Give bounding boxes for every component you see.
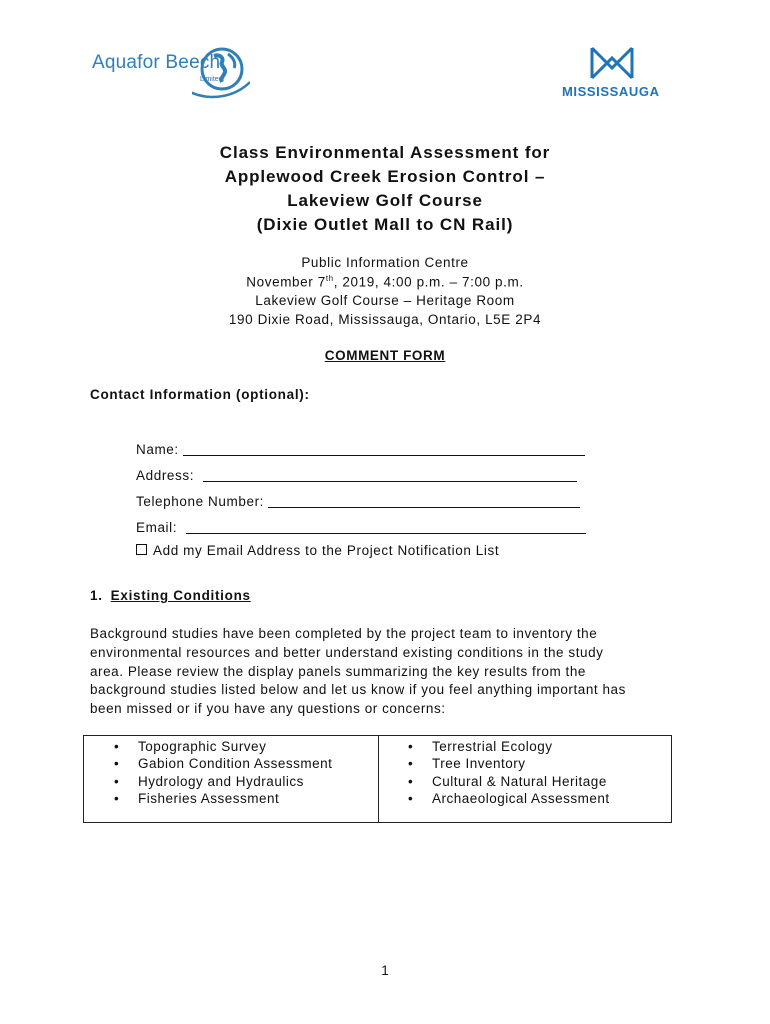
phone-label: Telephone Number:	[136, 494, 265, 509]
paragraph-line: Background studies have been completed by the project team to inventory the	[90, 626, 598, 641]
aquafor-beech-logo	[88, 42, 248, 102]
list-item: • Archaeological Assessment	[402, 790, 610, 807]
mississauga-logo	[556, 44, 668, 106]
page-number: 1	[381, 963, 389, 978]
notification-checkbox-label: Add my Email Address to the Project Notification List	[153, 543, 500, 558]
list-item: • Topographic Survey	[108, 738, 332, 755]
list-item: • Hydrology and Hydraulics	[108, 773, 332, 790]
event-date-prefix: November 7	[246, 274, 326, 290]
section-1-number: 1.	[90, 588, 103, 603]
notification-checkbox-row[interactable]	[136, 543, 499, 558]
list-item: • Fisheries Assessment	[108, 790, 332, 807]
section-1-heading	[90, 588, 251, 603]
phone-input-line[interactable]	[268, 493, 580, 508]
email-field[interactable]	[136, 517, 586, 535]
studies-right-column	[402, 738, 610, 807]
email-input-line[interactable]	[186, 519, 586, 534]
title-line-1: Class Environmental Assessment for	[219, 143, 551, 162]
studies-left-column	[108, 738, 332, 807]
paragraph-line: environmental resources and better understand existing conditions in the study	[90, 644, 604, 660]
table-divider	[378, 736, 379, 822]
address-field[interactable]	[136, 465, 577, 483]
list-item: • Tree Inventory	[402, 755, 610, 772]
paragraph-line: been missed or if you have any questions or concerns:	[90, 701, 446, 717]
name-label: Name:	[136, 442, 179, 457]
list-item: • Terrestrial Ecology	[402, 738, 610, 755]
paragraph-line: background studies listed below and let us know if you feel anything important has	[90, 682, 626, 698]
event-date-suffix: , 2019, 4:00 p.m. – 7:00 p.m.	[333, 274, 524, 290]
section-1-title: Existing Conditions	[110, 588, 251, 603]
section-1-paragraph	[90, 625, 690, 719]
event-address: 190 Dixie Road, Mississauga, Ontario, L5E 2P4	[228, 312, 542, 327]
globe-icon	[192, 42, 250, 100]
notification-checkbox[interactable]	[136, 544, 147, 555]
contact-heading: Contact Information (optional):	[90, 387, 310, 402]
event-name: Public Information Centre	[301, 255, 469, 270]
address-input-line[interactable]	[203, 467, 577, 482]
phone-field[interactable]	[136, 491, 580, 509]
mississauga-logo-text: MISSISSAUGA	[562, 84, 660, 99]
event-date-sup: th	[325, 274, 334, 283]
aquafor-logo-sub: Limited	[200, 76, 223, 83]
event-date	[0, 274, 770, 290]
paragraph-line: area. Please review the display panels summarizing the key results from the	[90, 663, 586, 679]
list-item: • Gabion Condition Assessment	[108, 755, 332, 772]
event-venue: Lakeview Golf Course – Heritage Room	[255, 293, 515, 308]
title-line-3: Lakeview Golf Course	[287, 191, 483, 210]
email-label: Email:	[136, 520, 178, 535]
name-input-line[interactable]	[183, 441, 585, 456]
form-title	[0, 348, 770, 363]
aquafor-logo-text: Aquafor Beech	[92, 52, 221, 73]
name-field[interactable]	[136, 439, 585, 457]
title-line-4: (Dixie Outlet Mall to CN Rail)	[256, 215, 514, 234]
studies-table	[83, 735, 672, 823]
title-line-2: Applewood Creek Erosion Control –	[224, 167, 546, 186]
address-label: Address:	[136, 468, 195, 483]
form-title-text: COMMENT FORM	[324, 348, 446, 363]
mississauga-mark-icon	[556, 44, 668, 84]
list-item: • Cultural & Natural Heritage	[402, 773, 610, 790]
